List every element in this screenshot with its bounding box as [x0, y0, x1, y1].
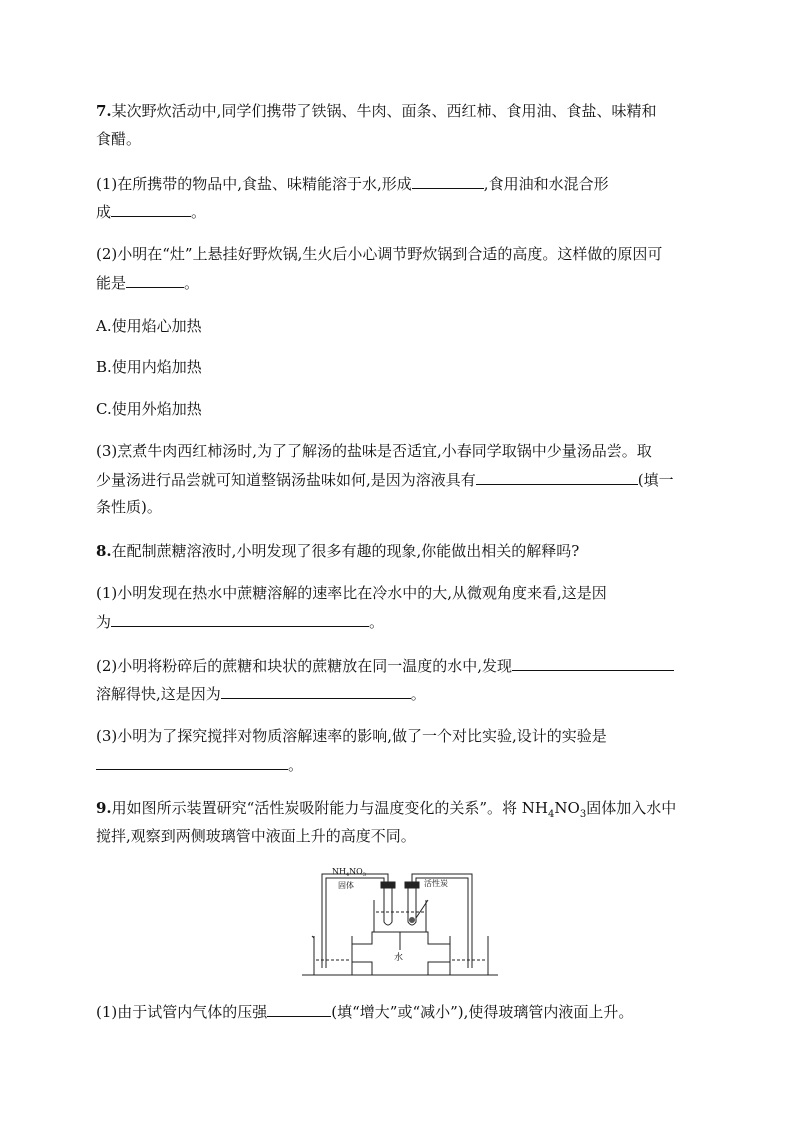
q7-part2-text-a: 能是: [96, 274, 127, 292]
right-stopper: [405, 882, 419, 888]
q8-part2-blank2[interactable]: [221, 682, 411, 699]
q7-part1-text-b: ,食用油和水混合形: [483, 175, 609, 193]
q9-part1-line: [96, 1000, 633, 1023]
q8-part1-line1: (1)小明发现在热水中蔗糖溶解的速率比在冷水中的大,从微观角度来看,这是因: [96, 584, 607, 602]
q9-number: 9.: [96, 799, 112, 817]
q7-part3-text-a: 少量汤进行品尝就可知道整锅汤盐味如何,是因为溶液具有: [96, 471, 476, 489]
q7-stem-text: 某次野炊活动中,同学们携带了铁锅、牛肉、面条、西红柿、食用油、食盐、味精和: [111, 102, 657, 120]
q8-part1-line2: [96, 610, 384, 633]
q7-option-a: A.使用焰心加热: [96, 317, 202, 335]
left-beaker: [314, 936, 352, 975]
q7-number: 7.: [96, 102, 112, 120]
q9-stem-text-a: 用如图所示装置研究“活性炭吸附能力与温度变化的关系”。将 NH: [111, 799, 548, 817]
q7-part3-line2: [96, 468, 674, 491]
q7-part3-line3: 条性质)。: [96, 498, 162, 516]
q7-part3-text-b: (填一: [637, 471, 674, 489]
q7-part1-text-d: 。: [191, 203, 207, 221]
q7-part3-blank[interactable]: [476, 468, 638, 485]
stand-platform: [352, 932, 450, 944]
q8-part3-text-end: 。: [288, 756, 304, 774]
apparatus-figure: [300, 860, 500, 978]
label-solid: 固体: [338, 881, 354, 890]
q8-part2-text-b: 溶解得快,这是因为: [96, 685, 221, 703]
q7-stem-line2: 食醋。: [96, 130, 142, 148]
q7-part1-line1: [96, 172, 609, 195]
right-beaker: [450, 936, 488, 975]
q7-part1-line2: [96, 200, 206, 223]
q7-part2-line1: (2)小明在“灶”上悬挂好野炊锅,生火后小心调节野炊锅到合适的高度。这样做的原因可: [96, 245, 663, 263]
q8-part2-line2: [96, 682, 426, 705]
label-nh4no3: $NH_4NO_3$: [332, 867, 366, 878]
q9-part1-blank[interactable]: [267, 1000, 331, 1017]
q7-part1-text-c: 成: [96, 203, 112, 221]
q7-part2-blank[interactable]: [126, 271, 184, 288]
q7-part1-blank2[interactable]: [111, 200, 191, 217]
q8-part2-text-a: (2)小明将粉碎后的蔗糖和块状的蔗糖放在同一温度的水中,发现: [96, 657, 513, 675]
q8-stem: [96, 540, 579, 562]
q9-part1-text-b: (填“增大”或“减小”),使得玻璃管内液面上升。: [331, 1003, 634, 1021]
q9-stem-sub2: 3: [579, 809, 587, 820]
q7-part3-line1: (3)烹煮牛肉西红柿汤时,为了了解汤的盐味是否适宜,小春同学取锅中少量汤品尝。取: [96, 442, 652, 460]
q9-stem-text-c: 固体加入水中: [586, 799, 677, 817]
q7-option-b: B.使用内焰加热: [96, 358, 202, 376]
q9-part1-text-a: (1)由于试管内气体的压强: [96, 1003, 268, 1021]
q7-part1-blank1[interactable]: [412, 172, 484, 189]
activated-carbon: [409, 917, 415, 923]
q8-part2-text-c: 。: [410, 685, 426, 703]
q9-stem-line2: 搅拌,观察到两侧玻璃管中液面上升的高度不同。: [96, 827, 416, 845]
q8-number: 8.: [96, 542, 112, 560]
water-bath-beaker: [374, 900, 426, 932]
q8-part2-blank1[interactable]: [512, 654, 674, 671]
q8-part1-text-b: 。: [369, 613, 385, 631]
q8-part1-blank[interactable]: [111, 610, 369, 627]
label-activated-carbon: 活性炭: [424, 879, 448, 888]
left-stopper: [381, 882, 395, 888]
q9-stem-line1: [96, 797, 676, 819]
q7-part2-line2: [96, 271, 199, 294]
q8-stem-text: 在配制蔗糖溶液时,小明发现了很多有趣的现象,你能做出相关的解释吗?: [111, 542, 580, 560]
q7-part2-text-b: 。: [184, 274, 200, 292]
q7-part1-text-a: (1)在所携带的物品中,食盐、味精能溶于水,形成: [96, 175, 412, 193]
q8-part1-text-a: 为: [96, 613, 112, 631]
label-water: 水: [394, 953, 404, 963]
q8-part3-line2: [96, 753, 303, 776]
left-glass-tube: [322, 874, 388, 968]
q7-stem-line1: [96, 100, 656, 122]
q8-part2-line1: [96, 654, 674, 677]
q7-option-c: C.使用外焰加热: [96, 400, 202, 418]
q8-part3-line1: (3)小明为了探究搅拌对物质溶解速率的影响,做了一个对比实验,设计的实验是: [96, 727, 607, 745]
q9-stem-text-b: NO: [554, 799, 580, 817]
q9-stem-sub1: 4: [548, 809, 555, 820]
left-test-tube: [384, 888, 392, 925]
q8-part3-blank[interactable]: [96, 753, 288, 770]
right-glass-tube: [412, 874, 472, 968]
